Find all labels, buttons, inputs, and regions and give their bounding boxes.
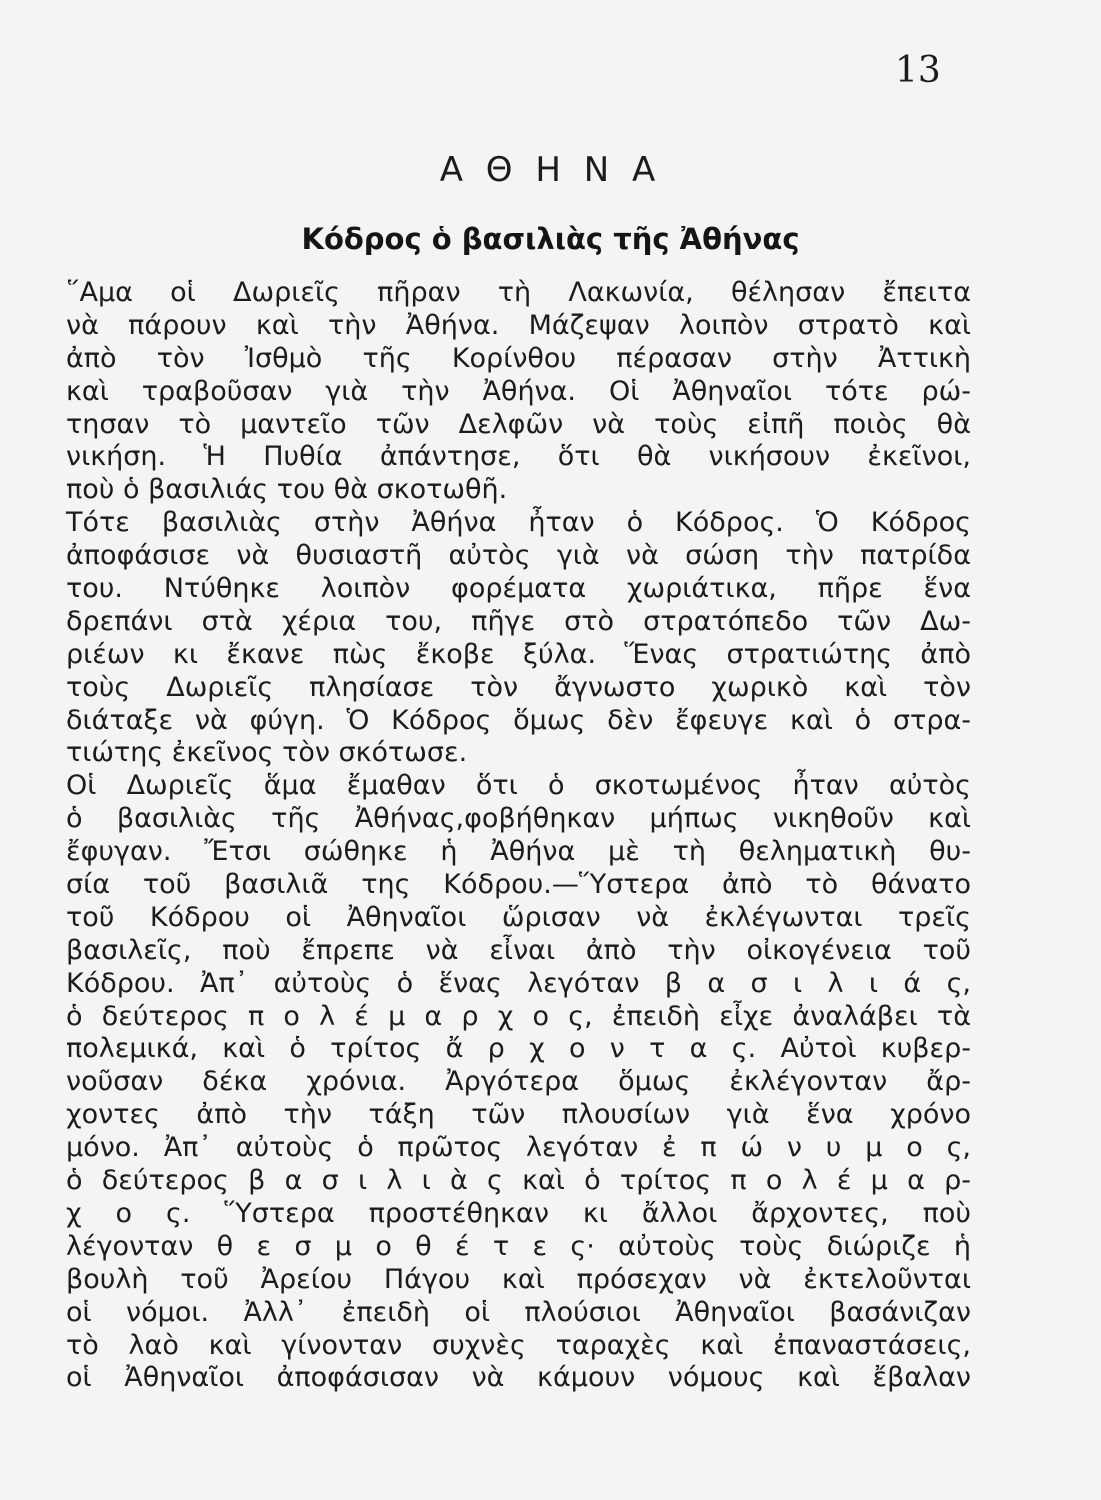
- page-number: 13: [895, 50, 941, 91]
- text-line: ἀποφάσισε νὰ θυσιαστῆ αὐτὸς γιὰ νὰ σώση τὴν πατρίδα: [66, 540, 971, 572]
- text-line: ὁ δεύτερος β α σ ι λ ι ὰ ς καὶ ὁ τρίτος π ο λ έ μ α ρ-: [66, 1165, 971, 1197]
- text-line: μόνο. Ἀπ᾽ αὐτοὺς ὁ πρῶτος λεγόταν ἐ π ώ ν υ μ ο ς,: [66, 1132, 971, 1164]
- text-line: ποὺ ὁ βασιλιάς του θὰ σκοτωθῆ.: [66, 474, 508, 506]
- text-line: Οἱ Δωριεῖς ἅμα ἔμαθαν ὅτι ὁ σκοτωμένος ἦταν αὐτὸς: [66, 770, 971, 802]
- text-line: νικήση. Ἡ Πυθία ἀπάντησε, ὅτι θὰ νικήσουν ἐκεῖνοι,: [66, 441, 971, 473]
- section-title: Α Θ Η Ν Α: [439, 150, 662, 190]
- text-line: ὁ βασιλιὰς τῆς Ἀθήνας,φοβήθηκαν μήπως νικηθοῦν καὶ: [66, 803, 971, 835]
- text-line: καὶ τραβοῦσαν γιὰ τὴν Ἀθήνα. Οἱ Ἀθηναῖοι τότε ρώ-: [66, 375, 971, 407]
- text-line: νὰ πάρουν καὶ τὴν Ἀθήνα. Μάζεψαν λοιπὸν στρατὸ καὶ: [66, 309, 971, 341]
- text-line: διάταξε νὰ φύγη. Ὁ Κόδρος ὅμως δὲν ἔφευγε καὶ ὁ στρα-: [66, 704, 971, 736]
- text-line: τησαν τὸ μαντεῖο τῶν Δελφῶν νὰ τοὺς εἰπῆ ποιὸς θὰ: [66, 408, 971, 440]
- text-line: νοῦσαν δέκα χρόνια. Ἀργότερα ὅμως ἐκλέγονταν ἄρ-: [66, 1066, 971, 1098]
- text-line: ἔφυγαν. Ἔτσι σώθηκε ἡ Ἀθήνα μὲ τὴ θεληματικὴ θυ-: [66, 836, 971, 868]
- text-line: τοῦ Κόδρου οἱ Ἀθηναῖοι ὥρισαν νὰ ἐκλέγωνται τρεῖς: [66, 901, 971, 933]
- text-line: Τότε βασιλιὰς στὴν Ἀθήνα ἦταν ὁ Κόδρος. Ὁ Κόδρος: [66, 507, 971, 539]
- text-line: βουλὴ τοῦ Ἀρείου Πάγου καὶ πρόσεχαν νὰ ἐκτελοῦνται: [66, 1263, 971, 1295]
- text-line: τοὺς Δωριεῖς πλησίασε τὸν ἄγνωστο χωρικὸ καὶ τὸν: [66, 671, 971, 703]
- text-line: χ ο ς. Ὕστερα προστέθηκαν κι ἄλλοι ἄρχοντες, ποὺ: [66, 1197, 971, 1229]
- text-line: οἱ Ἀθηναῖοι ἀποφάσισαν νὰ κάμουν νόμους καὶ ἔβαλαν: [66, 1362, 971, 1394]
- text-line: χοντες ἀπὸ τὴν τάξη τῶν πλουσίων γιὰ ἕνα χρόνο: [66, 1099, 971, 1131]
- text-line: σία τοῦ βασιλιᾶ της Κόδρου.—Ὕστερα ἀπὸ τὸ θάνατο: [66, 869, 971, 901]
- text-line: οἱ νόμοι. Ἀλλ᾽ ἐπειδὴ οἱ πλούσιοι Ἀθηναῖοι βασάνιζαν: [66, 1296, 971, 1328]
- text-line: του. Ντύθηκε λοιπὸν φορέματα χωριάτικα, πῆρε ἕνα: [66, 573, 971, 605]
- chapter-subtitle: Κόδρος ὁ βασιλιὰς τῆς Ἀθήνας: [301, 222, 800, 256]
- text-line: Κόδρου. Ἀπ᾽ αὐτοὺς ὁ ἕνας λεγόταν β α σ ι λ ι ά ς,: [66, 967, 971, 999]
- text-line: δρεπάνι στὰ χέρια του, πῆγε στὸ στρατόπεδο τῶν Δω-: [66, 605, 971, 637]
- text-line: ἀπὸ τὸν Ἰσθμὸ τῆς Κορίνθου πέρασαν στὴν Ἀττικὴ: [66, 342, 971, 374]
- text-line: ῞Αμα οἱ Δωριεῖς πῆραν τὴ Λακωνία, θέλησαν ἔπειτα: [66, 277, 971, 308]
- text-line: βασιλεῖς, ποὺ ἔπρεπε νὰ εἶναι ἀπὸ τὴν οἰκογένεια τοῦ: [66, 934, 971, 966]
- text-line: λέγονταν θ ε σ μ ο θ έ τ ε ς· αὐτοὺς τοὺς διώριζε ἡ: [66, 1230, 971, 1262]
- text-line: πολεμικά, καὶ ὁ τρίτος ἄ ρ χ ο ν τ α ς. Αὐτοὶ κυβερ-: [66, 1033, 971, 1065]
- text-line: τὸ λαὸ καὶ γίνονταν συχνὲς ταραχὲς καὶ ἐπαναστάσεις,: [66, 1329, 971, 1361]
- body-text: [66, 277, 971, 1395]
- text-line: ριέων κι ἔκανε πὼς ἔκοβε ξύλα. Ἕνας στρατιώτης ἀπὸ: [66, 638, 971, 670]
- text-line: ὁ δεύτερος π ο λ έ μ α ρ χ ο ς, ἐπειδὴ εἶχε ἀναλάβει τὰ: [66, 1000, 971, 1032]
- text-line: τιώτης ἐκεῖνος τὸν σκότωσε.: [66, 737, 468, 769]
